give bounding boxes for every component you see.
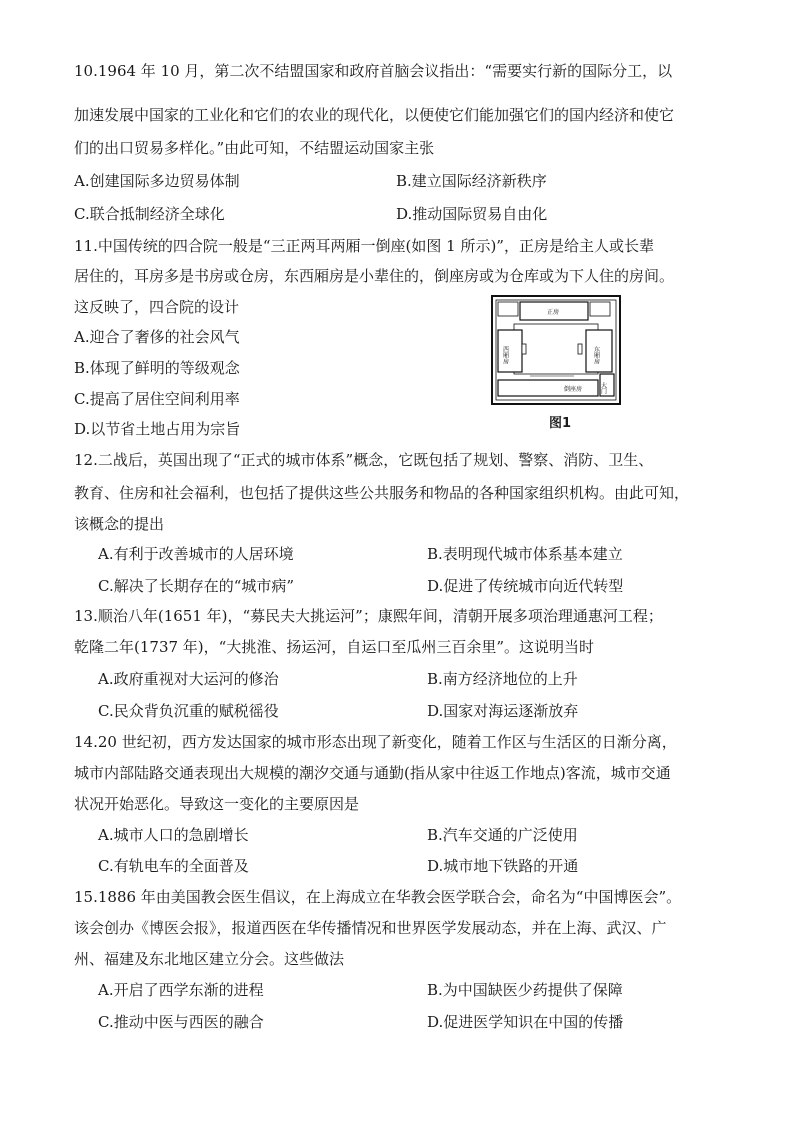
inverted-room-label: 倒座房: [564, 386, 583, 393]
question-stem-line: 该会创办《博医会报》，报道西医在华传播情况和世界医学发展动态，并在上海、武汉、广: [74, 919, 667, 937]
option-c: C.有轨电车的全面普及: [98, 857, 249, 875]
option-b: B.表明现代城市体系基本建立: [427, 545, 623, 563]
option-a: A.有利于改善城市的人居环境: [98, 545, 294, 563]
main-hall-label: 正房: [547, 309, 560, 316]
question-stem-line: 教育、住房和社会福利，也包括了提供这些公共服务和物品的各种国家组织机构。由此可知，: [74, 484, 690, 502]
ear-room-west: [498, 302, 518, 316]
east-wing-door: [578, 344, 582, 354]
question-stem-line: 州、福建及东北地区建立分会。这些做法: [74, 950, 345, 968]
question-stem-line: 11.中国传统的四合院一般是“三正两耳两厢一倒座(如图 1 所示)”，正房是给主人或长辈: [74, 237, 654, 255]
question-stem-line: 12.二战后，英国出现了“正式的城市体系”概念，它既包括了规划、警察、消防、卫生、: [74, 451, 654, 469]
question-stem-line: 居住的，耳房多是书房或仓房，东西厢房是小辈住的，倒座房或为仓库或为下人住的房间。: [74, 267, 675, 285]
question-stem-line: 加速发展中国家的工业化和它们的农业的现代化，以便使它们能加强它们的国内经济和使它: [74, 106, 675, 124]
west-wing-label: 西厢房: [501, 346, 509, 364]
courtyard-house-figure: [490, 294, 622, 410]
option-d: D.国家对海运逐渐放弃: [427, 702, 579, 720]
option-c: C.解决了长期存在的“城市病”: [98, 577, 295, 595]
question-stem-line: 13.顺治八年(1651 年)，“募民夫大挑运河”；康熙年间，清朝开展多项治理通惠河工程；: [74, 607, 663, 625]
option-a: A.政府重视对大运河的修治: [98, 670, 279, 688]
east-wing-label: 东厢房: [592, 346, 600, 364]
question-stem-line: 15.1886 年由美国教会医生倡议，在上海成立在华教会医学联合会，命名为“中国博医会”。: [74, 888, 682, 906]
question-stem-line: 14.20 世纪初，西方发达国家的城市形态出现了新变化，随着工作区与生活区的日渐分离，: [74, 733, 677, 751]
option-a: A.创建国际多边贸易体制: [74, 172, 240, 190]
option-b: B.为中国缺医少药提供了保障: [427, 981, 623, 999]
option-d: D.促进医学知识在中国的传播: [427, 1013, 624, 1031]
option-c: C.提高了居住空间利用率: [74, 390, 240, 408]
question-stem-line: 乾隆二年(1737 年)，“大挑淮、扬运河，自运口至瓜州三百余里”。这说明当时: [74, 638, 594, 656]
option-d: D.推动国际贸易自由化: [396, 205, 548, 223]
inverted-room: [498, 380, 598, 396]
option-c: C.推动中医与西医的融合: [98, 1013, 264, 1031]
option-d: D.城市地下铁路的开通: [427, 857, 579, 875]
option-d: D.以节省土地占用为宗旨: [74, 420, 241, 438]
question-stem-line: 该概念的提出: [74, 515, 165, 533]
option-c: C.民众背负沉重的赋税徭役: [98, 702, 279, 720]
option-a: A.迎合了奢侈的社会风气: [74, 328, 240, 346]
option-c: C.联合抵制经济全球化: [74, 205, 225, 223]
question-stem-line: 们的出口贸易多样化。”由此可知，不结盟运动国家主张: [74, 139, 435, 157]
option-d: D.促进了传统城市向近代转型: [427, 577, 624, 595]
option-a: A.城市人口的急剧增长: [98, 826, 249, 844]
question-stem-line: 城市内部陆路交通表现出大规模的潮汐交通与通勤(指从家中往返工作地点)客流，城市交通: [74, 764, 671, 782]
option-b: B.南方经济地位的上升: [427, 670, 578, 688]
question-stem-line: 这反映了，四合院的设计: [74, 298, 240, 316]
option-b: B.建立国际经济新秩序: [396, 172, 547, 190]
figure-caption: 图1: [549, 416, 572, 431]
gate-label: 大门: [599, 382, 607, 394]
option-b: B.汽车交通的广泛使用: [427, 826, 578, 844]
option-a: A.开启了西学东渐的进程: [98, 981, 264, 999]
question-stem-line: 10.1964 年 10 月，第二次不结盟国家和政府首脑会议指出：“需要实行新的国际分工，以: [74, 62, 673, 80]
question-stem-line: 状况开始恶化。导致这一变化的主要原因是: [74, 795, 360, 813]
option-b: B.体现了鲜明的等级观念: [74, 359, 240, 377]
west-wing-door: [522, 344, 526, 354]
ear-room-east: [590, 302, 610, 316]
